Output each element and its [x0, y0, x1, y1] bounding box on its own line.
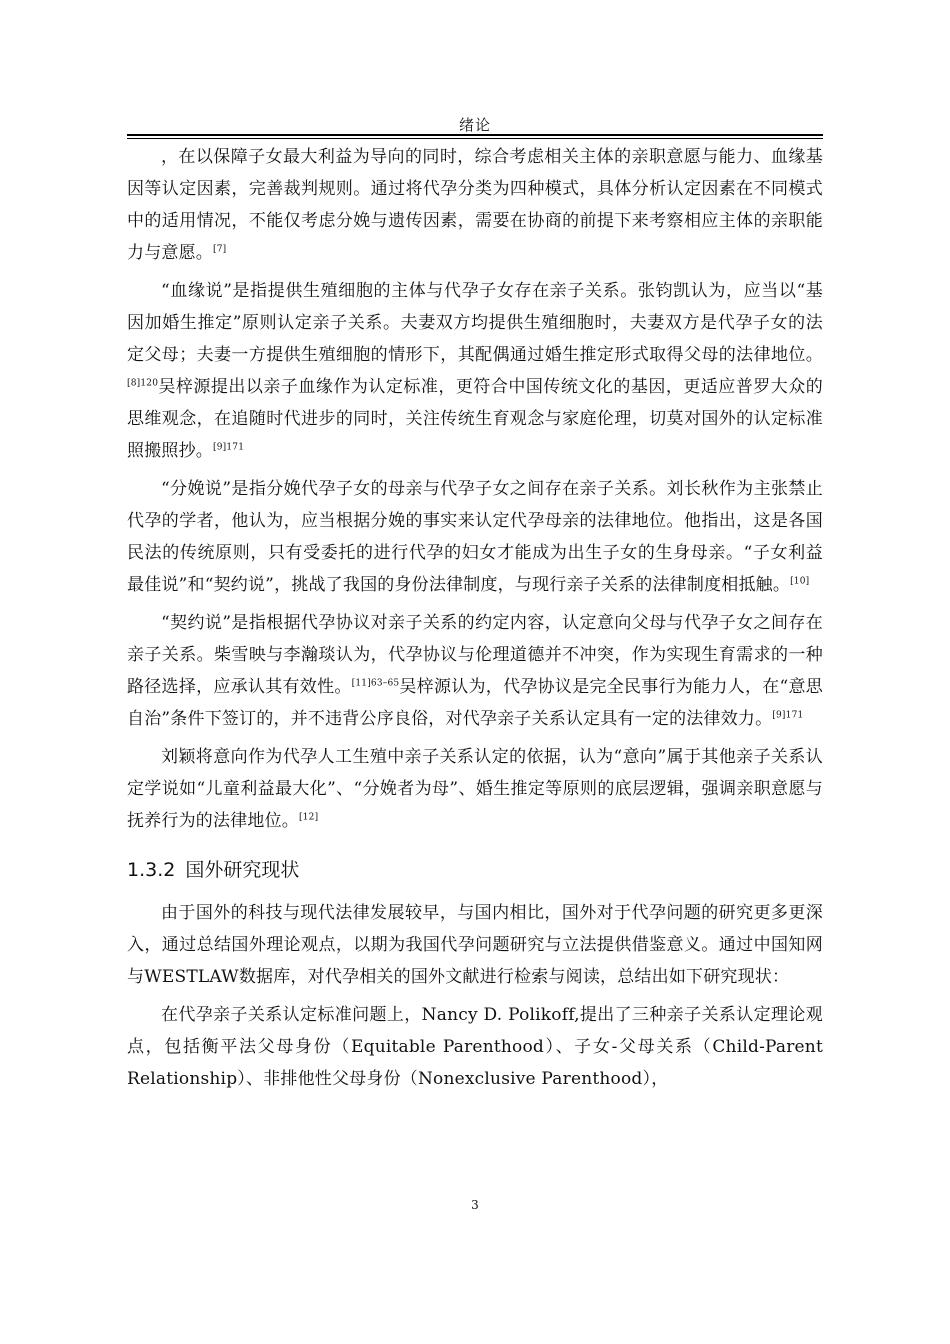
paragraph-contract-theory: “契约说”是指根据代孕协议对亲子关系的约定内容，认定意向父母与代孕子女之间存在亲子关系。柴雪映与李瀚琰认为，代孕协议与伦理道德并不冲突，作为实现生育需求的一种路径选择，应承认其有效性。$^{[11]63-65}$吴梓源认为，代孕协议是完全民事行为能力人，在“意思自治”条件下签订的，并不违背公序良俗，对代孕亲子关系认定具有一定的法律效力。$^{[9]171}$: [127, 613, 823, 729]
citation-marker: [8]120: [127, 378, 159, 389]
header-rule-thin: [127, 138, 823, 139]
paragraph-delivery-theory: “分娩说”是指分娩代孕子女的母亲与代孕子女之间存在亲子关系。刘长秋作为主张禁止代孕的学者，他认为，应当根据分娩的事实来认定代孕母亲的法律地位。他指出，这是各国民法的传统原则，只有受委托的进行代孕的妇女才能成为出生子女的生身母亲。“子女利益最佳说”和“契约说”，挑战了我国的身份法律制度，与现行亲子关系的法律制度相抵触。[10]: [127, 479, 823, 595]
running-header-title: 绪论: [458, 116, 491, 134]
citation-marker: [11]63–65: [351, 678, 400, 689]
page-number: 3: [471, 1198, 479, 1212]
paragraph-intent-theory: 刘颖将意向作为代孕人工生殖中亲子关系认定的依据，认为“意向”属于其他亲子关系认定学说如“儿童利益最大化”、“分娩者为母”、婚生推定等原则的底层逻辑，强调亲职意愿与抚养行为的法律地位。[12]: [127, 747, 823, 831]
citation-marker: [12]: [299, 812, 319, 823]
header-rule-thick: [127, 134, 823, 136]
paragraph-polikoff: 在代孕亲子关系认定标准问题上，Nancy D. Polikoff,提出了三种亲子关系认定理论观点，包括衡平法父母身份（Equitable Parenthood）、子女-父母关系（Child-Parent Relationship）、非排他性父母身份（Nonexclusive Parenthood），: [127, 1005, 823, 1089]
body-text: [127, 141, 823, 1101]
citation-marker: [7]: [213, 244, 227, 255]
paragraph-foreign-intro: 由于国外的科技与现代法律发展较早，与国内相比，国外对于代孕问题的研究更多更深入，通过总结国外理论观点，以期为我国代孕问题研究与立法提供借鉴意义。通过中国知网与WESTLAW数据库，对代孕相关的国外文献进行检索与阅读，总结出如下研究现状：: [127, 903, 823, 987]
paragraph-continuation: ，在以保障子女最大利益为导向的同时，综合考虑相关主体的亲职意愿与能力、血缘基因等认定因素，完善裁判规则。通过将代孕分类为四种模式，具体分析认定因素在不同模式中的适用情况，不能仅考虑分娩与遗传因素，需要在协商的前提下来考察相应主体的亲职能力与意愿。[7]: [127, 147, 823, 263]
section-heading: [127, 855, 823, 885]
citation-marker: [10]: [790, 576, 810, 587]
section-title: 国外研究现状: [185, 859, 300, 881]
citation-marker: [9]171: [213, 442, 245, 453]
paragraph-blood-theory: “血缘说”是指提供生殖细胞的主体与代孕子女存在亲子关系。张钧凯认为，应当以“基因加婚生推定”原则认定亲子关系。夫妻双方均提供生殖细胞时，夫妻双方是代孕子女的法定父母；夫妻一方提供生殖细胞的情形下，其配偶通过婚生推定形式取得父母的法律地位。$^{[8]120}$吴梓源提出以亲子血缘作为认定标准，更符合中国传统文化的基因，更适应普罗大众的思维观念，在追随时代进步的同时，关注传统生育观念与家庭伦理，切莫对国外的认定标准照搬照抄。$^{[9]171}$: [127, 281, 823, 461]
citation-marker: [9]171: [772, 710, 804, 721]
section-number: 1.3.2: [127, 859, 176, 881]
